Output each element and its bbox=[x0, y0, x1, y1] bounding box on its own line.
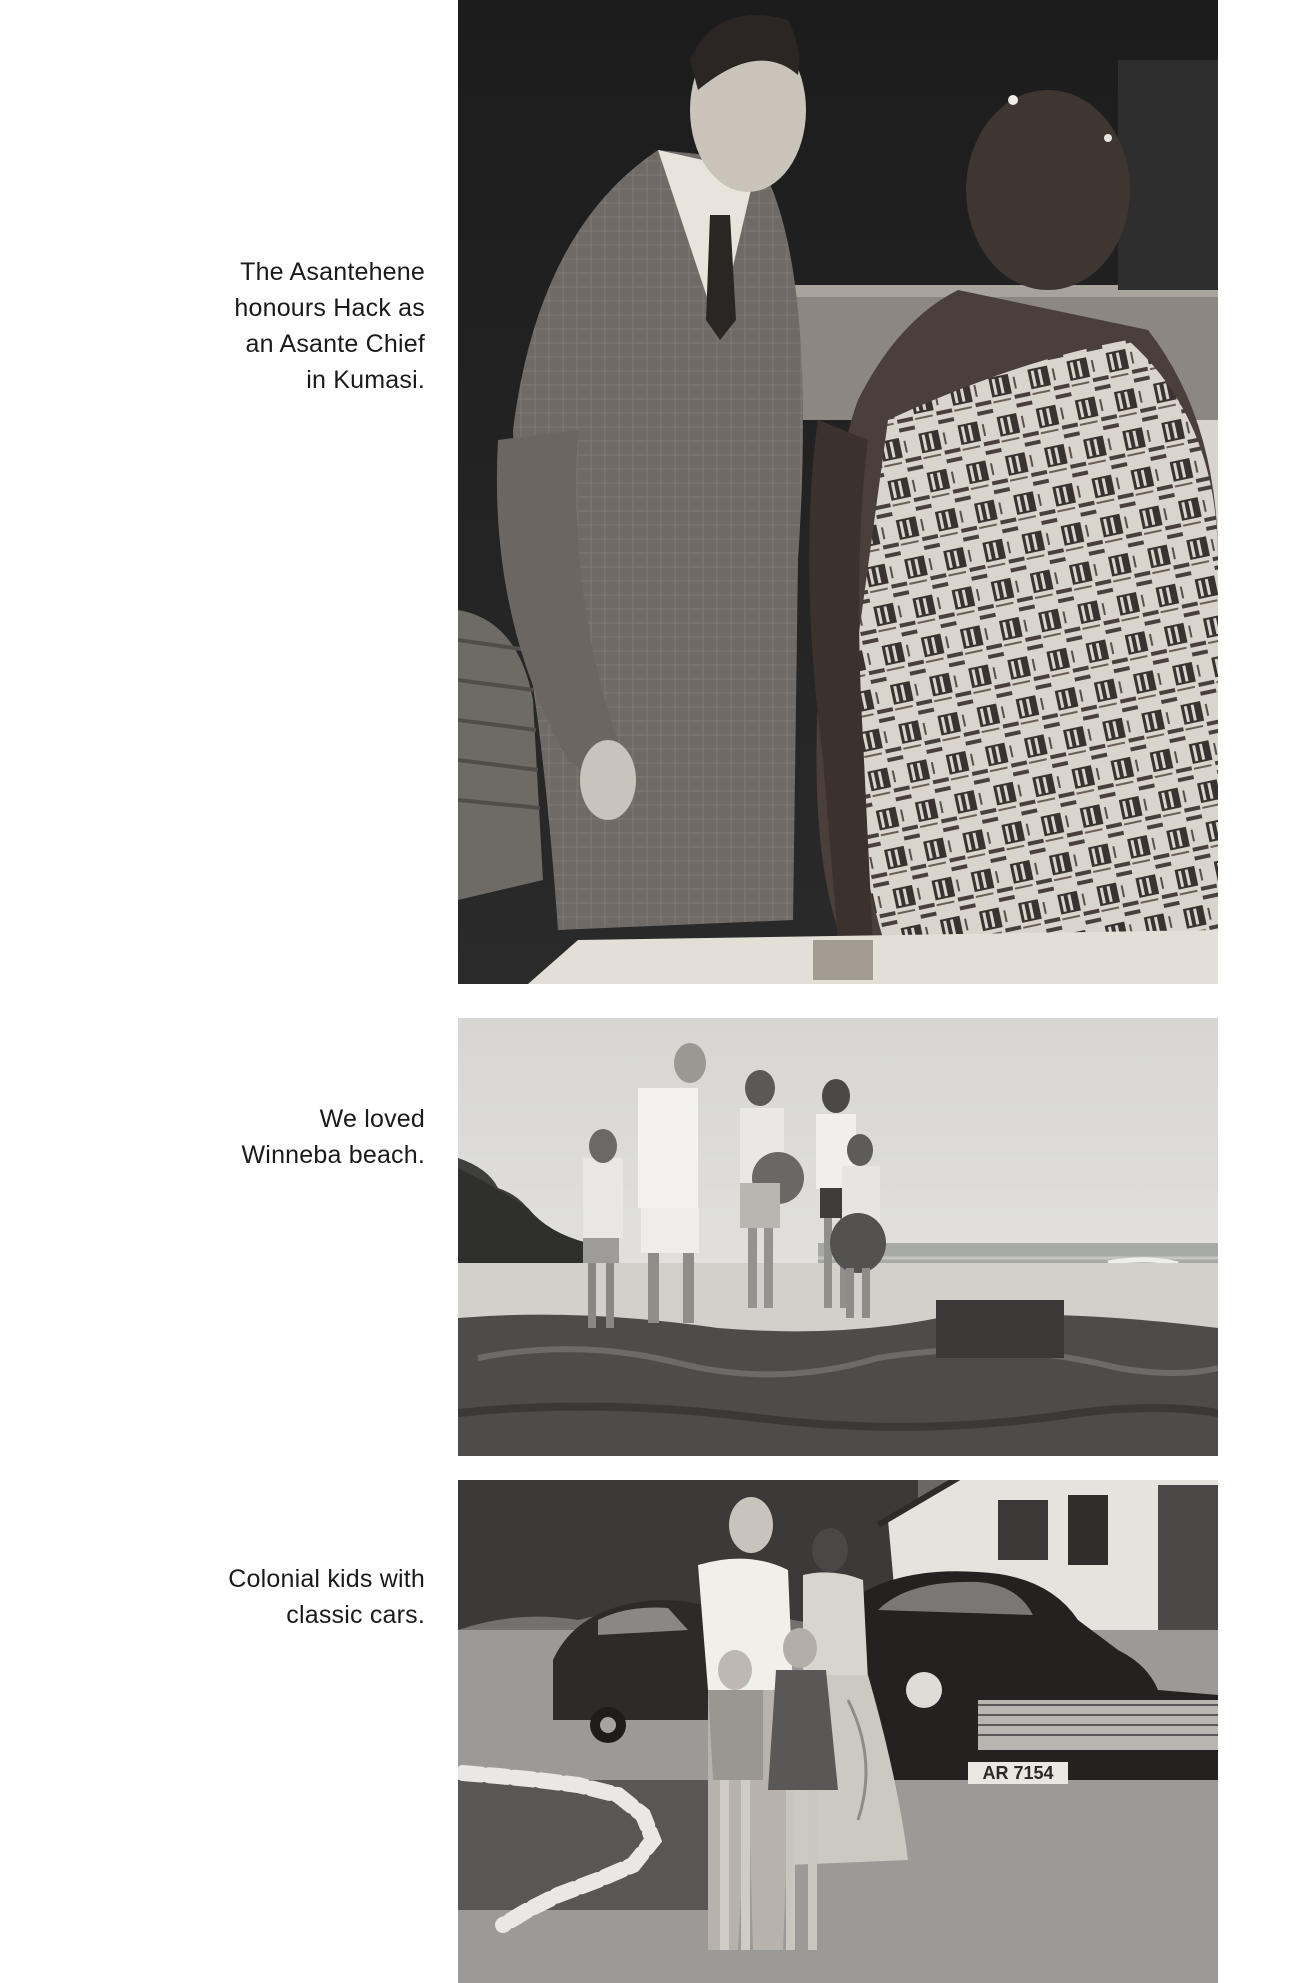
photo-caption-colonial-kids bbox=[228, 1561, 425, 1633]
photo-asantehene-image bbox=[458, 0, 1218, 984]
license-plate-text: AR 7154 bbox=[982, 1763, 1054, 1783]
photo-winneba-image bbox=[458, 1018, 1218, 1456]
caption-line: an Asante Chief bbox=[245, 330, 425, 358]
caption-line: honours Hack as bbox=[234, 294, 425, 322]
photo-caption-winneba bbox=[242, 1101, 425, 1173]
caption-line: Colonial kids with bbox=[228, 1565, 425, 1593]
caption-line: classic cars. bbox=[286, 1601, 425, 1629]
caption-line: We loved bbox=[319, 1105, 425, 1133]
photo-colonial-kids-image bbox=[458, 1480, 1218, 1983]
caption-line: Winneba beach. bbox=[241, 1141, 425, 1169]
photo-colonial-kids-cars bbox=[458, 1480, 1218, 1983]
photo-winneba-beach bbox=[458, 1018, 1218, 1456]
photo-asantehene-ceremony bbox=[458, 0, 1218, 984]
caption-line: in Kumasi. bbox=[306, 366, 425, 394]
photo-caption-asantehene bbox=[234, 254, 425, 398]
caption-line: The Asantehene bbox=[240, 258, 425, 286]
